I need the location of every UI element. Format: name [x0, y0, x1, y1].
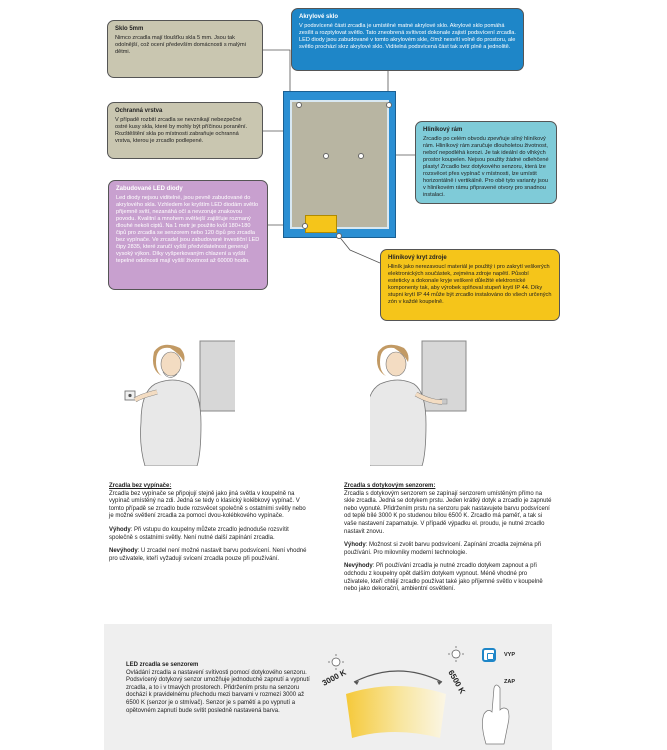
right-text-block: [344, 483, 554, 600]
callout-title: Hliníkový rám: [423, 127, 463, 133]
sensor-touch-icon: [487, 653, 494, 660]
marker-dot: [386, 102, 392, 108]
callout-led: [108, 180, 268, 290]
person-switch-illustration: [115, 336, 235, 466]
sensor-body: Ovládání zrcadla a nastavení svítivosti pomocí dotykového senzoru. Podsvícený dotykový senzor umožňuje jednoduché zapnutí a vypnutí zrcadla, a to i v tmavých prostorech. Přidržením prstu na senzoru dochází k pravidelnému přechodu mezi barvami v rozmezí 3000 až 6500 K (senzor je o stmívač). Senzor je s pamětí a po vypnutí a opětovném zapnutí bude svítit posledně nastavená barva.: [126, 669, 310, 714]
left-heading: Zrcadla bez vypínače:: [109, 483, 172, 489]
callout-body: V případě rozbití zrcadla se nevznikají nebezpečné ostré kusy skla, které by mohly být příčinou poranění. Rozštěštění skla po místnosti zabraňuje ochranná vrstva, kterou je zrcadlo podlepené.: [115, 117, 248, 144]
right-dis-label: Nevýhody: [344, 563, 373, 570]
mirror-glass: [290, 100, 389, 229]
right-heading: Zrcadla s dotykovým senzorem:: [344, 483, 436, 489]
left-adv: : Při vstupu do koupelny můžete zrcadlo jednoduše rozsvítit společně s ostatními světly. Není nutné další zapínání zrcadla.: [109, 526, 289, 541]
sun-cold-icon: [448, 646, 464, 662]
right-paragraph: Zrcadla s dotykovým senzorem se zapínají senzorem umístěným přímo na skle zrcadla. Jedná se dotykem prstu. Jeden krátký dotyk a zrcadlo je zapnuté nebo vypnuté. Přidržením prstu na senzoru pak nastavujete barvu podsvícení od teplé bílé 3000 K po studenou bílou 6500 K. Zrcadlo má paměť, a tak si vaše nastavení zapamatuje. V případě výpadku el. proudu, je nutné zrcadlo nastavit znovu.: [344, 490, 552, 535]
mirror-illustration: [283, 91, 396, 238]
callout-title: Zabudované LED diody: [116, 186, 183, 192]
sensor-on-label: VYP: [504, 652, 516, 658]
power-cover: [305, 215, 337, 233]
marker-dot: [296, 102, 302, 108]
sensor-panel: [104, 624, 552, 750]
marker-dot: [358, 153, 364, 159]
person-sensor-illustration: [370, 336, 490, 466]
left-dis-label: Nevýhody: [109, 548, 138, 555]
hand-icon: [476, 676, 516, 746]
left-paragraph: Zrcadla bez vypínače se připojují stejně jako jiná světla v koupelně na vypínač umístěný na zdi. Jedná se tedy o klasický kolébkový vypínač. V tomto případě se zrcadlo bude rozsvěcet společně s ostatními světly nebo je možné světlení zrcadla za pomocí dvou-kolébkového vypínače.: [109, 490, 306, 520]
callout-body: Led diody nejsou viditelné, jsou pevně zabudované do akrylového skla. Vzhledem ke kryštím LED diodám světlo přijemně svítí, nezanáhá očí a nevzoruje znakovou povodu. Kvalitní a mnohem světlejší zajišťuje rozmaný dlouhé nekoli ciptů. Na 1 metr je použito kvůl 180+180 čipů pro zrcadla se senzorem nebo 120 čipů pro zrcadla bez vypínače. Ve zrcadel jsou zabudované investiční LED čipy 2835, které zaručí vyšší předvídatelnost generují vysoký výkon. Díky vyšperkovaným chlazení a vyšší tepelné odolnosti mají vyšší životnost až 60000 hodin.: [116, 195, 260, 264]
sensor-text: [126, 662, 316, 715]
callout-title: Sklo 5mm: [115, 26, 144, 32]
sensor-title: LED zrcadla se senzorem: [126, 662, 199, 668]
callout-ram: [415, 121, 557, 204]
callout-vrstva: [107, 102, 263, 159]
cold-temp-label: 6500 K: [446, 668, 467, 696]
callout-body: V podsvícené části zrcadla je umístěné matné akrylové sklo. Akrylové sklo pomáhá zesílit a rozptylovat světlo. Tato zneobrená svítivost dokonale zajistí podsvícení zrcadla. LED diody jsou zabudované v tomto akrylovém skle, čímž nesvítí volně do prostoru, ale světlo prochází skrz akrylové sklo. Viditelná podsvícená část tak svítí plně a jednolitě.: [299, 23, 516, 50]
warm-temp-label: 3000 K: [320, 667, 348, 688]
color-temperature-graphic: [314, 642, 484, 746]
callout-akryl: [291, 8, 524, 71]
sensor-off-label: ZAP: [504, 679, 515, 685]
right-adv: : Možnost si zvolit barvu podsvícení. Zapínání zrcadla zejména při používání. Pro milovníky moderní technologie.: [344, 542, 542, 556]
callout-body: Hliník jako nerezavoucí materiál je použitý i pro zakrytí veškerých elektronických součástek, zejména zdroje napětí. Působí esteticky a dokonale kryje veškeré důležité elektronické komponenty tak, aby výrobek splňoval stupeň krytí IP 44. Díky stupni krytí IP 44 může být zrcadlo instalováno do všech určených zón v každé koupelně.: [388, 264, 552, 305]
callout-body: Nimco zrcadla mají tloušťku skla 5 mm. Jsou tak odolnější, což ocení především domácnosti s malými dětmi.: [115, 35, 246, 55]
marker-dot: [302, 223, 308, 229]
callout-title: Hliníkový kryt zdroje: [388, 255, 447, 261]
callout-body: Zrcadlo po celém obvodu zpevňuje silný hliníkový rám. Hliníkový rám zaručuje dlouholetou životnost, neboť nepodléhá korozi. Je tak ideální do vlhkých prostor koupelen. Nejsou použity žádné odlehčené plasty! Zrcadlo bez dotykového senzoru, která lze rozsvěcet přes vypínač v místnosti, lze umístit horizontálně i vertikálně. Pro obě tyto varianty jsou v hliníkovém rámu připravené otvory pro snadnou instalaci.: [423, 136, 549, 198]
marker-dot: [336, 233, 342, 239]
marker-dot: [323, 153, 329, 159]
left-text-block: [109, 483, 309, 569]
callout-sklo: [107, 20, 263, 78]
sensor-button[interactable]: [482, 648, 496, 662]
right-adv-label: Výhody: [344, 542, 366, 549]
left-adv-label: Výhody: [109, 526, 131, 533]
callout-title: Akrylové sklo: [299, 14, 339, 20]
right-dis: : Při používání zrcadla je nutné zrcadlo dotykem zapnout a při odchodu z koupelny opět dalším dotykem vypnout. Méně vhodné pro uživatele, kteří chtějí zrcadlo používat také jako příjemné světlo v koupelně nebo jako dekorační, ambientní osvětlení.: [344, 563, 543, 593]
left-dis: : U zrcadel není možné nastavit barvu podsvícení. Není vhodné pro uživatele, kteří vyžadují svícení zrcadla pouze při používání.: [109, 548, 307, 562]
callout-kryt: [380, 249, 560, 321]
callout-title: Ochranná vrstva: [115, 108, 163, 114]
